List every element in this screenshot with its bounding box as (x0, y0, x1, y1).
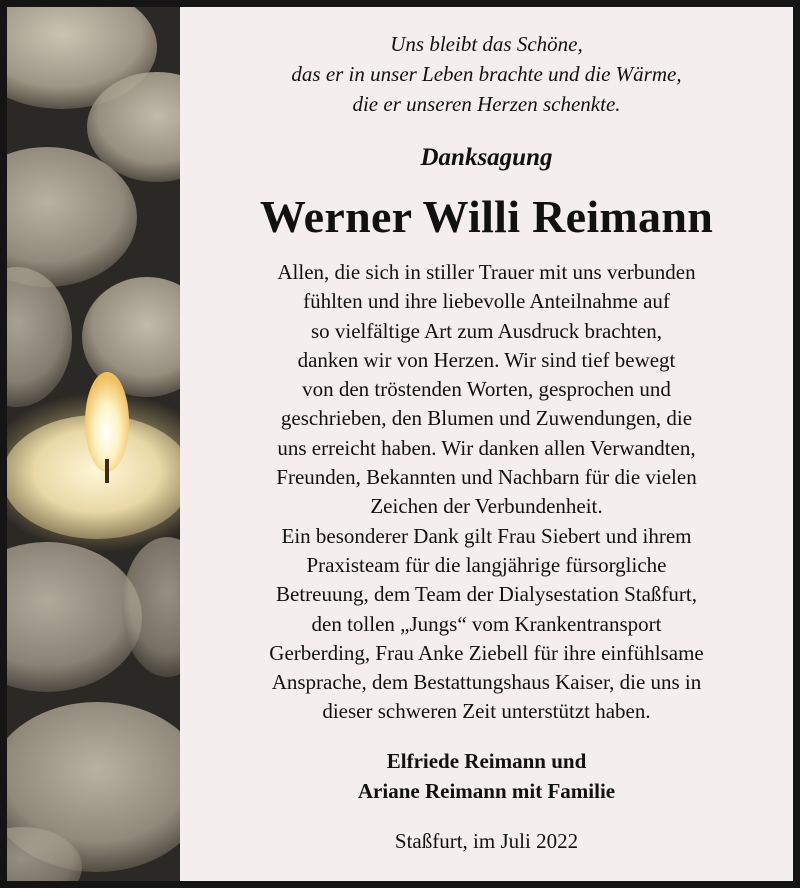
signers (180, 746, 793, 806)
body-line: Praxisteam für die langjährige fürsorgliche (306, 552, 667, 577)
memorial-quote (180, 29, 793, 119)
body-line: dieser schweren Zeit unterstützt haben. (322, 699, 651, 724)
quote-line: Uns bleibt das Schöne, (390, 32, 583, 56)
body-line: Zeichen der Verbundenheit. (370, 494, 603, 519)
notice-text (180, 7, 793, 881)
body-line: Allen, die sich in stiller Trauer mit uns verbunden (277, 260, 696, 284)
body-line: uns erreicht haben. Wir danken allen Verwandten, (277, 435, 696, 460)
body-line: Ein besonderer Dank gilt Frau Siebert und ihrem (281, 523, 692, 548)
candles-photo (7, 7, 180, 881)
deceased-name: Werner Willi Reimann (259, 191, 714, 242)
thank-you-text (180, 258, 793, 727)
body-line: danken wir von Herzen. Wir sind tief bewegt (297, 347, 676, 372)
notice-heading: Danksagung (420, 144, 553, 171)
signer-line: Elfriede Reimann und (386, 748, 587, 773)
body-line: Ansprache, dem Bestattungshaus Kaiser, die uns in (271, 670, 702, 695)
body-line: geschrieben, den Blumen und Zuwendungen, die (280, 406, 693, 431)
body-line: Freunden, Bekannten und Nachbarn für die vielen (276, 465, 697, 490)
quote-line: die er unseren Herzen schenkte. (352, 92, 621, 116)
body-line: den tollen „Jungs“ vom Krankentransport (311, 611, 662, 636)
quote-line: das er in unser Leben brachte und die Wärme, (291, 62, 682, 86)
body-line: so vielfältige Art zum Ausdruck brachten, (310, 318, 663, 343)
place-and-date: Staßfurt, im Juli 2022 (394, 828, 579, 853)
body-line: von den tröstenden Worten, gesprochen und (302, 377, 671, 402)
signer-line: Ariane Reimann mit Familie (357, 778, 616, 803)
body-line: Gerberding, Frau Anke Ziebell für ihre einfühlsame (269, 640, 704, 665)
body-line: Betreuung, dem Team der Dialysestation Staßfurt, (276, 582, 697, 607)
tealight-candles-image (7, 7, 180, 881)
body-line: fühlten und ihre liebevolle Anteilnahme auf (303, 289, 670, 314)
